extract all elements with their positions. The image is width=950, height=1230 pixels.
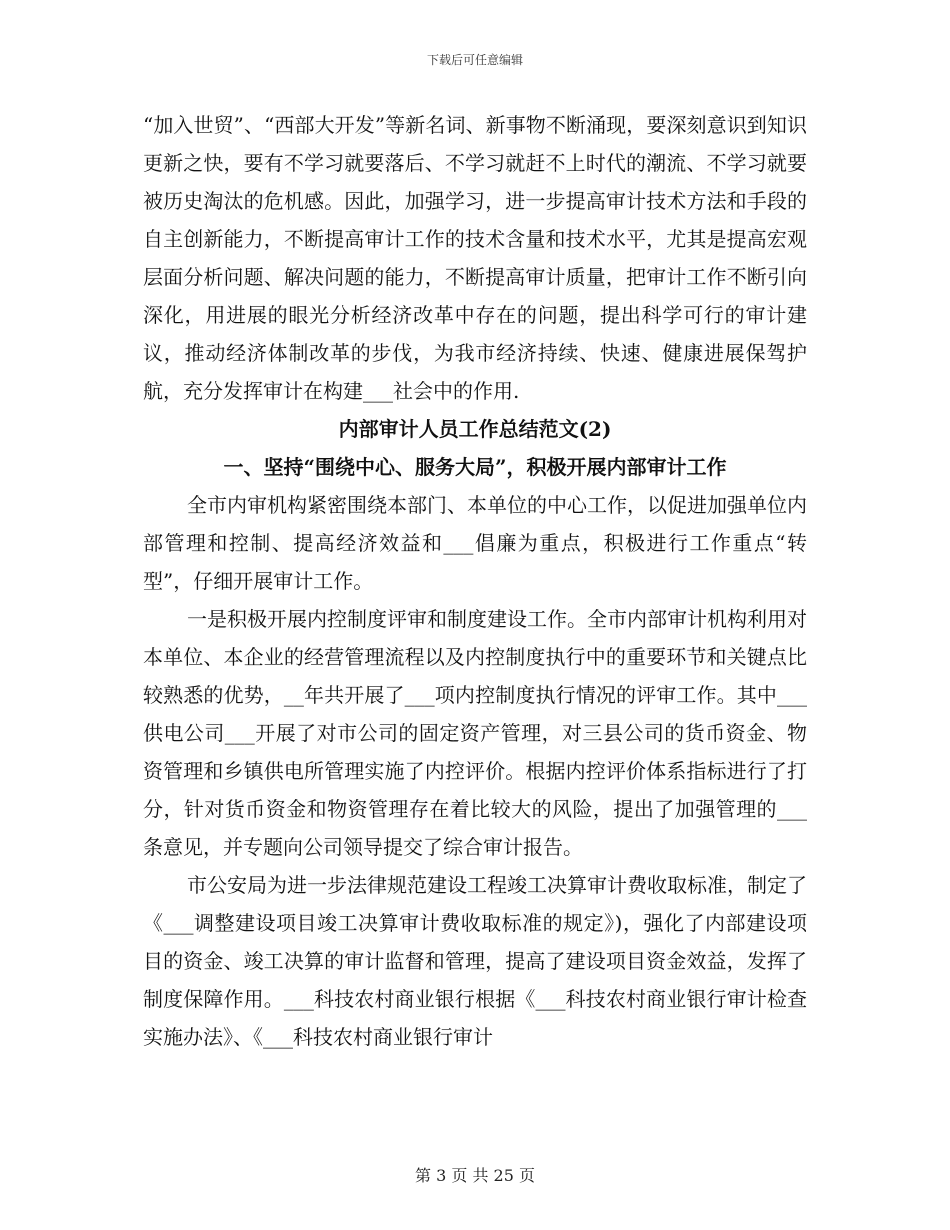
page-header: 下载后可任意编辑 xyxy=(426,53,523,67)
section-title: 内部审计人员工作总结范文(2) xyxy=(338,417,612,441)
document-body xyxy=(143,106,807,1056)
paragraph-2: 一是积极开展内控制度评审和制度建设工作。全市内部审计机构利用对本单位、本企业的经营管理流程以及内控制度执行中的重要环节和关键点比较熟悉的优势，__年共开展了___项内控制度执行情况的评审工作。其中___供电公司___开展了对市公司的固定资产管理，对三县公司的货币资金、物资管理和乡镇供电所管理实施了内控评价。根据内控评价体系指标进行了打分，针对货币资金和物资管理存在着比较大的风险，提出了加强管理的___条意见，并专题向公司领导提交了综合审计报告。 xyxy=(143,607,807,859)
intro-paragraph: “加入世贸”、“西部大开发”等新名词、新事物不断涌现，要深刻意识到知识更新之快，要有不学习就要落后、不学习就赶不上时代的潮流、不学习就要被历史淘汰的危机感。因此，加强学习，进一步提高审计技术方法和手段的自主创新能力，不断提高审计工作的技术含量和技术水平，尤其是提高宏观层面分析问题、解决问题的能力，不断提高审计质量，把审计工作不断引向深化，用进展的眼光分析经济改革中存在的问题，提出科学可行的审计建议，推动经济体制改革的步伐，为我市经济持续、快速、健康进展保驾护航，充分发挥审计在构建___社会中的作用. xyxy=(143,113,807,403)
page-number: 第 3 页 共 25 页 xyxy=(415,1166,535,1185)
paragraph-1: 全市内审机构紧密围绕本部门、本单位的中心工作，以促进加强单位内部管理和控制、提高经济效益和___倡廉为重点，积极进行工作重点“转型”，仔细开展审计工作。 xyxy=(143,493,807,593)
paragraph-3: 市公安局为进一步法律规范建设工程竣工决算审计费收取标准，制定了《___调整建设项目竣工决算审计费收取标准的规定》)，强化了内部建设项目的资金、竣工决算的审计监督和管理，提高了建设项目资金效益，发挥了制度保障作用。___科技农村商业银行根据《___科技农村商业银行审计检查实施办法》、《___科技农村商业银行审计 xyxy=(143,873,807,1049)
section-heading-1: 一、坚持“围绕中心、服务大局”，积极开展内部审计工作 xyxy=(223,455,727,479)
